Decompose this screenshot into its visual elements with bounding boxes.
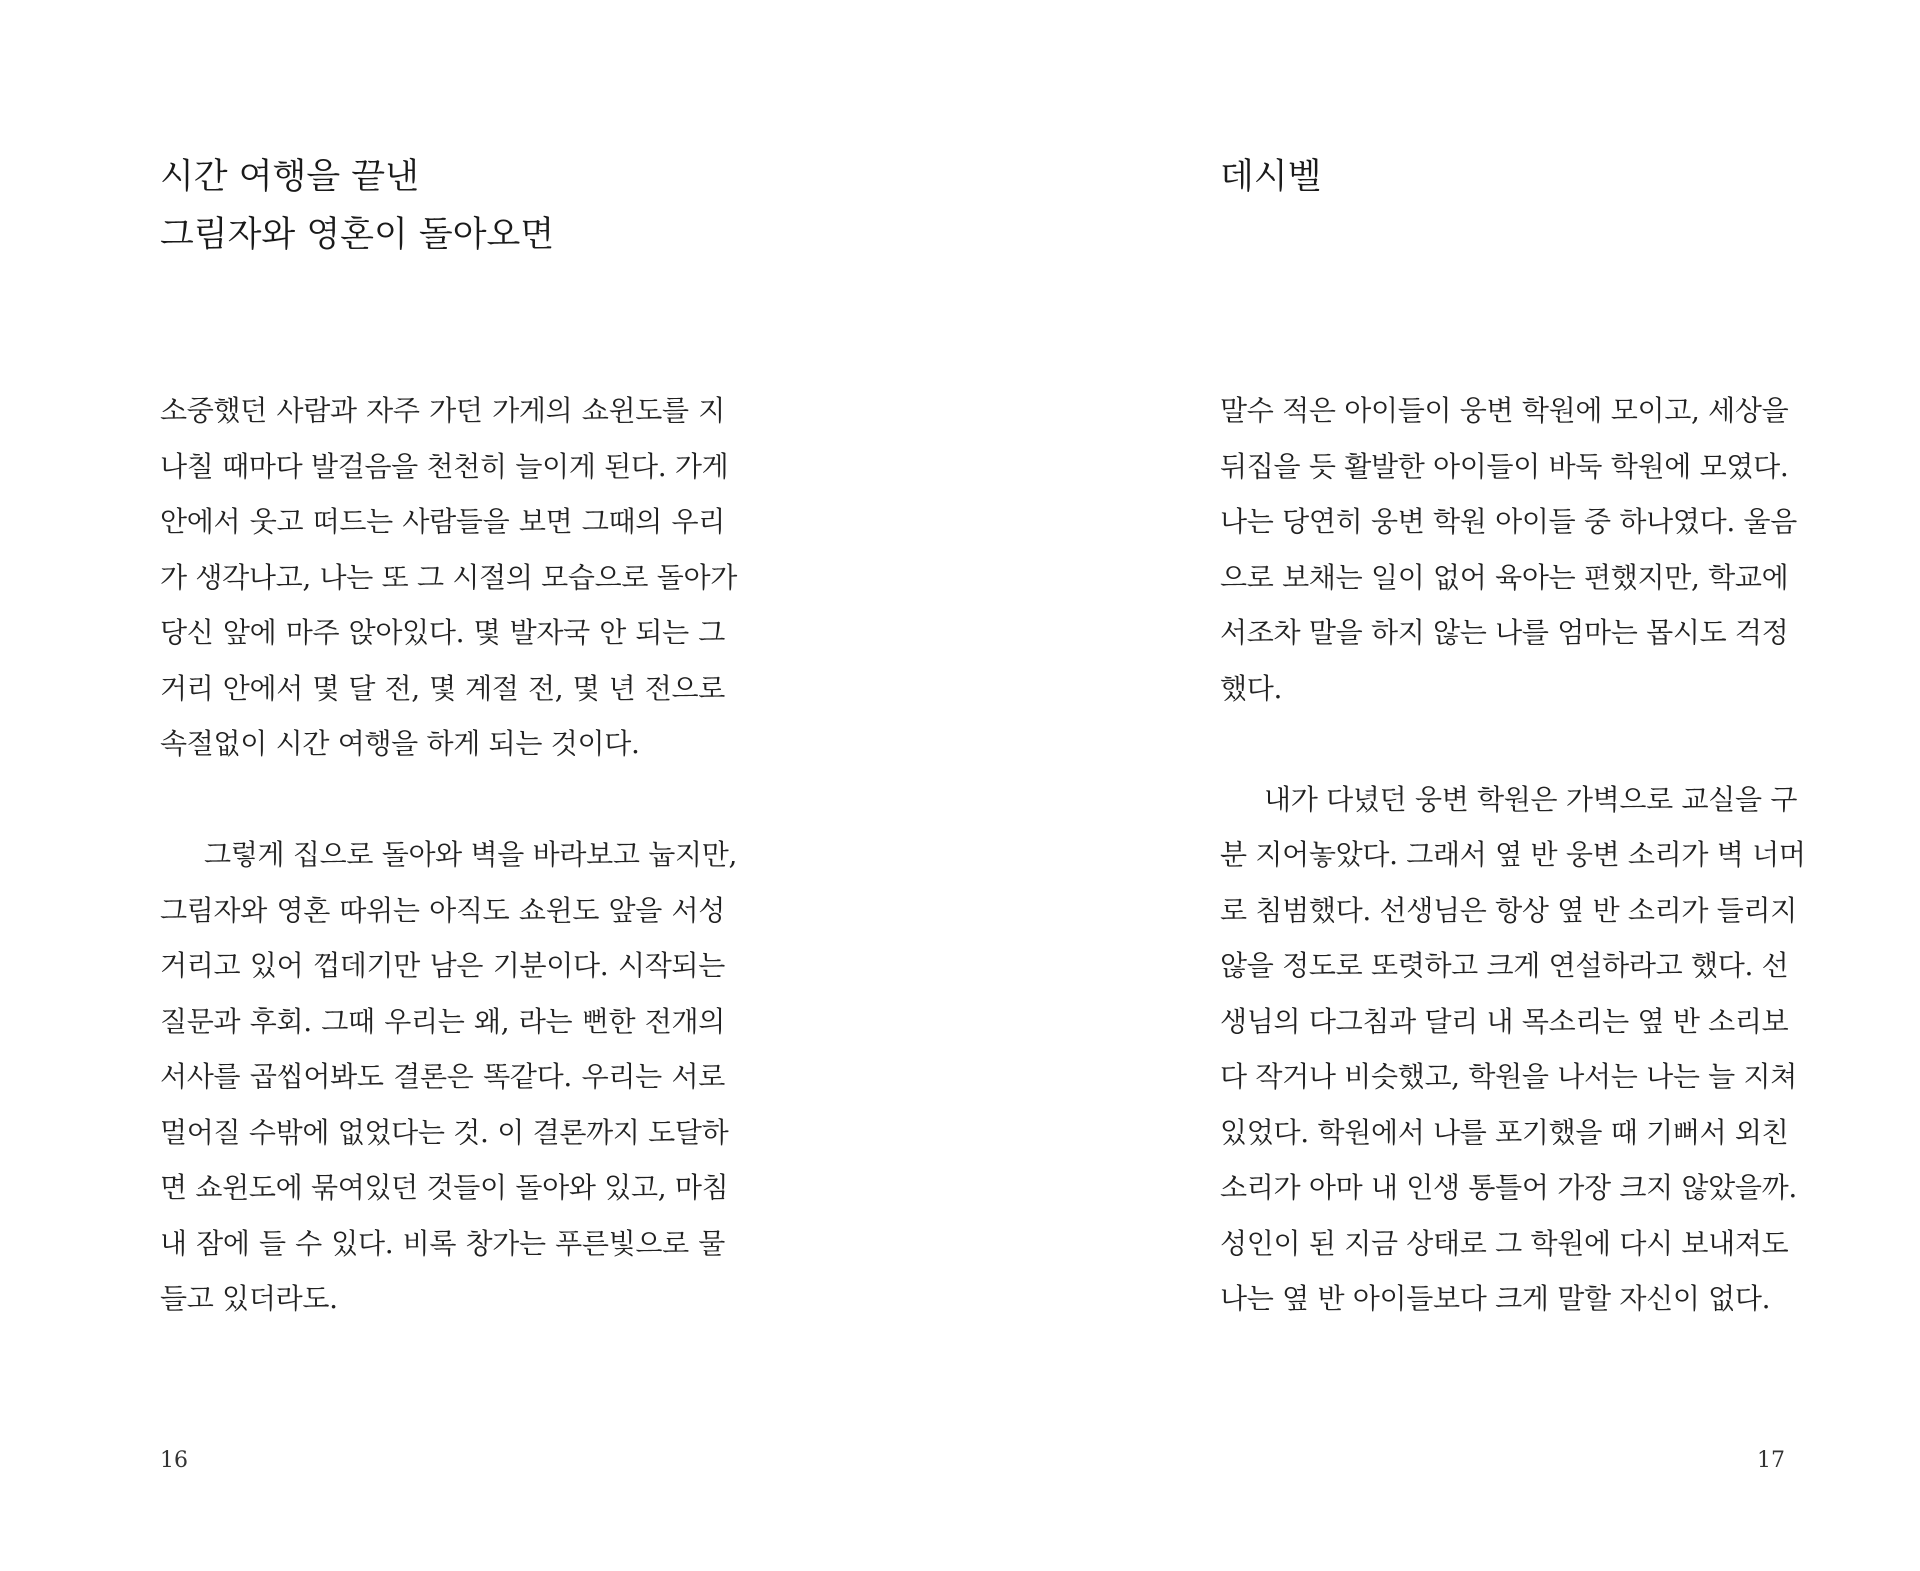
paragraph <box>1220 772 1806 1327</box>
text-line: 로 침범했다. 선생님은 항상 옆 반 소리가 들리지 <box>1220 893 1798 927</box>
text-line: 않을 정도로 또렷하고 크게 연설하라고 했다. 선 <box>1220 949 1789 982</box>
text-line: 그림자와 영혼 따위는 아직도 쇼윈도 앞을 서성 <box>160 893 725 927</box>
text-line: 나칠 때마다 발걸음을 천천히 늘이게 된다. 가게 <box>160 449 729 483</box>
text-line: 그렇게 집으로 돌아와 벽을 바라보고 눕지만, <box>204 838 738 871</box>
paragraph <box>1220 383 1798 716</box>
paragraph-gap <box>1220 716 1785 772</box>
paragraph <box>160 383 738 772</box>
text-line: 서사를 곱씹어봐도 결론은 똑같다. 우리는 서로 <box>160 1060 725 1093</box>
text-line: 안에서 웃고 떠드는 사람들을 보면 그때의 우리 <box>160 505 725 538</box>
text-line: 질문과 후회. 그때 우리는 왜, 라는 뻔한 전개의 <box>160 1004 725 1038</box>
text-line: 속절없이 시간 여행을 하게 되는 것이다. <box>160 727 640 760</box>
text-line: 당신 앞에 마주 앉아있다. 몇 발자국 안 되는 그 <box>160 616 725 649</box>
essay-body <box>160 383 738 1327</box>
text-line: 들고 있더라도. <box>160 1282 338 1315</box>
text-line: 다 작거나 비슷했고, 학원을 나서는 나는 늘 지쳐 <box>1220 1060 1798 1093</box>
text-line: 내가 다녔던 웅변 학원은 가벽으로 교실을 구 <box>1264 782 1798 816</box>
essay-body <box>1220 383 1806 1327</box>
text-line: 면 쇼윈도에 묶여있던 것들이 돌아와 있고, 마침 <box>160 1171 729 1204</box>
page-number: 17 <box>1757 1448 1785 1473</box>
text-line: 뒤집을 듯 활발한 아이들이 바둑 학원에 모였다. <box>1220 449 1789 483</box>
text-line: 서조차 말을 하지 않는 나를 엄마는 몹시도 걱정 <box>1220 616 1789 649</box>
text-line: 나는 옆 반 아이들보다 크게 말할 자신이 없다. <box>1220 1282 1771 1315</box>
title-line: 그림자와 영혼이 돌아오면 <box>160 215 555 255</box>
text-line: 내 잠에 들 수 있다. 비록 창가는 푸른빛으로 물 <box>160 1226 725 1260</box>
text-line: 거리 안에서 몇 달 전, 몇 계절 전, 몇 년 전으로 <box>160 671 725 705</box>
text-line: 분 지어놓았다. 그래서 옆 반 웅변 소리가 벽 너머 <box>1220 838 1806 871</box>
title-line: 시간 여행을 끝낸 <box>160 157 419 197</box>
right-page <box>960 0 1920 1571</box>
text-line: 나는 당연히 웅변 학원 아이들 중 하나였다. 울음 <box>1220 505 1798 538</box>
text-line: 했다. <box>1220 671 1283 705</box>
page-number: 16 <box>160 1448 188 1473</box>
text-line: 소중했던 사람과 자주 가던 가게의 쇼윈도를 지 <box>160 394 725 427</box>
essay-title <box>160 148 554 264</box>
text-line: 있었다. 학원에서 나를 포기했을 때 기뻐서 외친 <box>1220 1115 1789 1149</box>
paragraph <box>160 827 738 1327</box>
text-line: 말수 적은 아이들이 웅변 학원에 모이고, 세상을 <box>1220 394 1789 427</box>
essay-title <box>1220 148 1321 206</box>
title-line: 데시벨 <box>1220 157 1322 197</box>
text-line: 가 생각나고, 나는 또 그 시절의 모습으로 돌아가 <box>160 560 738 594</box>
text-line: 멀어질 수밖에 없었다는 것. 이 결론까지 도달하 <box>160 1115 729 1149</box>
paragraph-gap <box>160 772 725 828</box>
text-line: 으로 보채는 일이 없어 육아는 편했지만, 학교에 <box>1220 560 1789 594</box>
text-line: 소리가 아마 내 인생 통틀어 가장 크지 않았을까. <box>1220 1171 1798 1204</box>
text-line: 성인이 된 지금 상태로 그 학원에 다시 보내져도 <box>1220 1226 1789 1260</box>
text-line: 생님의 다그침과 달리 내 목소리는 옆 반 소리보 <box>1220 1004 1789 1038</box>
text-line: 거리고 있어 껍데기만 남은 기분이다. 시작되는 <box>160 949 725 982</box>
